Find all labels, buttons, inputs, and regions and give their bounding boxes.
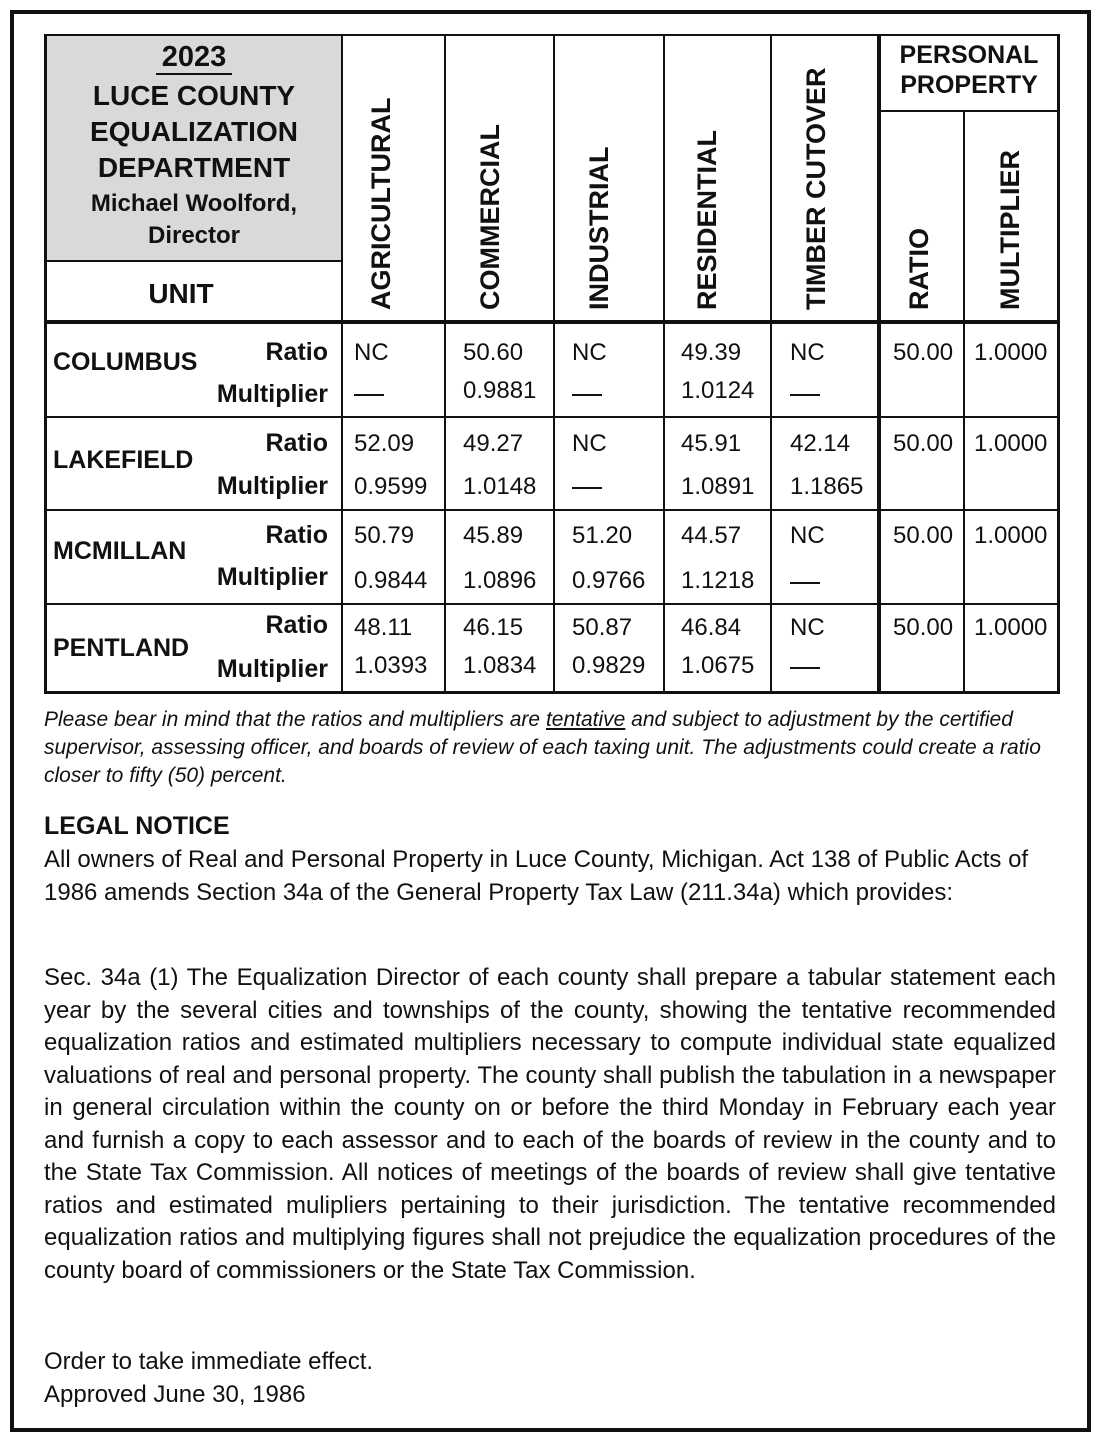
ratio-cell: 49.27 — [463, 430, 524, 457]
unit-name: LAKEFIELD — [53, 446, 194, 474]
ratio-cell: 46.84 — [681, 614, 742, 641]
ratio-cell: 42.14 — [790, 430, 851, 457]
multiplier-cell: 1.0896 — [463, 567, 537, 594]
column-header-timber-cutover: TIMBER CUTOVER — [801, 67, 831, 310]
pp-ratio-cell: 50.00 — [893, 430, 954, 457]
ratio-cell: 50.87 — [572, 614, 633, 641]
multiplier-label: Multiplier — [216, 380, 328, 408]
ratio-label: Ratio — [265, 611, 328, 639]
ratio-cell: NC — [790, 522, 825, 549]
multiplier-cell: 1.0891 — [681, 473, 755, 500]
unit-name: PENTLAND — [53, 634, 190, 662]
director-title: Director — [147, 222, 241, 249]
closing-line-2: Approved June 30, 1986 — [44, 1381, 306, 1408]
grid-col — [663, 34, 665, 694]
multiplier-cell: 1.1865 — [790, 473, 864, 500]
grid-row-divider — [44, 509, 1060, 511]
ratio-cell: NC — [572, 430, 607, 457]
empty-multiplier-dash — [790, 667, 820, 669]
column-header-residential: RESIDENTIAL — [692, 129, 722, 310]
ratio-label: Ratio — [265, 338, 328, 366]
multiplier-cell: 0.9766 — [572, 567, 646, 594]
multiplier-cell: 1.0393 — [354, 652, 428, 679]
ratio-cell: 50.60 — [463, 339, 524, 366]
unit-column-label: UNIT — [148, 278, 214, 309]
grid-row-divider — [44, 416, 1060, 418]
ratio-label: Ratio — [265, 429, 328, 457]
column-header-industrial: INDUSTRIAL — [584, 146, 614, 310]
ratio-cell: NC — [354, 339, 389, 366]
unit-name: COLUMBUS — [53, 348, 198, 376]
column-header-commercial: COMMERCIAL — [475, 124, 505, 310]
legal-section-paragraph: Sec. 34a (1) The Equalization Director of each county shall prepare a tabular statement each year by the several cities and townships of the county, showing the tentative recommended equalization ratios and estimated multipliers necessary to compute individual state equalized valuations of real and personal property. The county shall publish the tabulation in a newspaper in general circulation within the county on or before the third Monday in February each year and furnish a copy to each assessor and to each of the boards of review in the county and to the State Tax Commission. All notices of meetings of the boards of review shall give tentative ratios and estimated mulipliers pertaining to their jurisdiction. The tentative recommended equalization ratios and multiplying figures shall not prejudice the equalization procedures of the county board of commissioners or the State Tax Commission. — [44, 964, 1056, 1284]
legal-notice-title: LEGAL NOTICE — [44, 812, 230, 840]
pp-multiplier-cell: 1.0000 — [974, 339, 1048, 366]
ratio-cell: 52.09 — [354, 430, 415, 457]
ratio-cell: 50.79 — [354, 522, 415, 549]
grid-col — [963, 110, 965, 694]
ratio-cell: 48.11 — [354, 614, 413, 641]
legal-intro-paragraph: All owners of Real and Personal Property in Luce County, Michigan. Act 138 of Public Acts of 1986 amends Section 34a of the General Property Tax Law (211.34a) which provides: — [44, 846, 1029, 906]
pp-ratio-cell: 50.00 — [893, 614, 954, 641]
multiplier-label: Multiplier — [216, 655, 328, 683]
multiplier-label: Multiplier — [216, 472, 328, 500]
grid-row-divider — [44, 603, 1060, 605]
multiplier-cell: 1.0675 — [681, 652, 755, 679]
ratio-cell: 46.15 — [463, 614, 524, 641]
empty-multiplier-dash — [572, 487, 602, 489]
grid-top — [44, 34, 1060, 36]
multiplier-cell: 0.9881 — [463, 377, 537, 404]
personal-property-title: PERSONAL PROPERTY — [899, 41, 1039, 99]
unit-name: MCMILLAN — [53, 537, 187, 565]
ratio-cell: 45.91 — [681, 430, 742, 457]
empty-multiplier-dash — [790, 582, 820, 584]
grid-pp-divider — [880, 110, 1060, 112]
director-name: Michael Woolford, — [90, 190, 298, 217]
pp-multiplier-cell: 1.0000 — [974, 430, 1048, 457]
grid-col — [444, 34, 446, 694]
multiplier-cell: 1.1218 — [681, 567, 755, 594]
pp-ratio-cell: 50.00 — [893, 522, 954, 549]
grid-col-pp — [877, 34, 881, 694]
grid-right — [1057, 34, 1060, 694]
ratio-cell: NC — [572, 339, 607, 366]
department-line1: EQUALIZATION — [90, 116, 298, 147]
multiplier-cell: 1.0148 — [463, 473, 537, 500]
ratio-cell: NC — [790, 614, 825, 641]
grid-unit-divider — [44, 260, 342, 262]
ratio-cell: NC — [790, 339, 825, 366]
multiplier-cell: 0.9599 — [354, 473, 428, 500]
ratio-cell: 44.57 — [681, 522, 742, 549]
multiplier-cell: 0.9844 — [354, 567, 428, 594]
empty-multiplier-dash — [790, 394, 820, 396]
column-header-pp-ratio: RATIO — [904, 228, 934, 310]
column-header-pp-multiplier: MULTIPLIER — [995, 150, 1025, 310]
county-name: LUCE COUNTY — [92, 80, 296, 111]
grid-col — [553, 34, 555, 694]
pp-ratio-cell: 50.00 — [893, 339, 954, 366]
multiplier-label: Multiplier — [216, 563, 328, 591]
ratio-label: Ratio — [265, 521, 328, 549]
year: 2023 — [46, 40, 342, 75]
ratio-cell: 45.89 — [463, 522, 524, 549]
grid-col — [341, 34, 343, 694]
department-line2: DEPARTMENT — [97, 152, 291, 183]
ratio-cell: 51.20 — [572, 522, 633, 549]
pp-multiplier-cell: 1.0000 — [974, 614, 1048, 641]
empty-multiplier-dash — [354, 394, 384, 396]
grid-left — [44, 34, 47, 694]
multiplier-cell: 1.0124 — [681, 377, 755, 404]
multiplier-cell: 1.0834 — [463, 652, 537, 679]
grid-col — [770, 34, 772, 694]
multiplier-cell: 0.9829 — [572, 652, 646, 679]
closing-line-1: Order to take immediate effect. — [44, 1348, 374, 1375]
ratio-cell: 49.39 — [681, 339, 742, 366]
grid-bottom — [44, 691, 1060, 694]
tentative-note: Please bear in mind that the ratios and multipliers are tentative and subject to adjustment by the certified supervisor, assessing officer, and boards of review of each taxing unit. The adjustments could create a ratio closer to fifty (50) percent. — [44, 708, 1041, 787]
pp-multiplier-cell: 1.0000 — [974, 522, 1048, 549]
column-header-agricultural: AGRICULTURAL — [366, 97, 396, 310]
grid-header-bottom — [44, 320, 1060, 324]
empty-multiplier-dash — [572, 394, 602, 396]
